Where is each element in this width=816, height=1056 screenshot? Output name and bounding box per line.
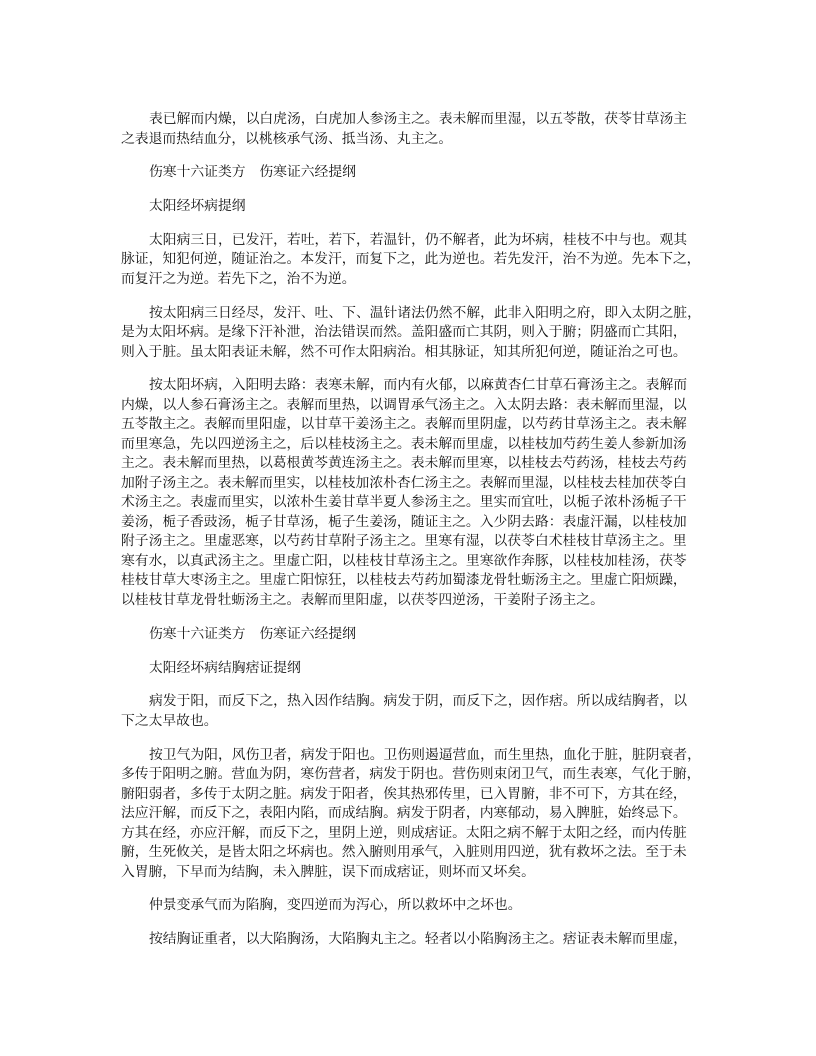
text-line: 寒有水，以真武汤主之。里虚亡阳，以桂枝甘草汤主之。里寒欲作奔豚，以桂枝加桂汤，茯苓 bbox=[121, 552, 687, 569]
text-line: 腑阳弱者，多传于太阴之脏。病发于阳者，俟其热邪传里，已入胃腑，非不可下，方其在经， bbox=[121, 785, 687, 802]
text-line: 而里寒急，先以四逆汤主之，后以桂枝汤主之。表未解而里虚，以桂枝加芍药生姜人参新加汤 bbox=[121, 435, 687, 452]
text-line: 伤寒十六证类方 伤寒证六经提纲 bbox=[149, 625, 356, 642]
text-line: 法应汗解，而反下之，表阳内陷，而成结胸。病发于阴者，内寒郁动，易入脾脏，始终忌下。 bbox=[121, 805, 687, 822]
text-line: 方其在经，亦应汗解，而反下之，里阴上逆，则成痞证。太阳之病不解于太阳之经，而内传脏 bbox=[121, 824, 687, 841]
text-line: 伤寒十六证类方 伤寒证六经提纲 bbox=[149, 164, 356, 181]
text-line: 下之太早故也。 bbox=[121, 712, 218, 729]
text-line: 术汤主之。表虚而里实，以浓朴生姜甘草半夏人参汤主之。里实而宜吐，以栀子浓朴汤栀子干 bbox=[121, 494, 687, 511]
text-line: 加附子汤主之。表未解而里实，以桂枝加浓朴杏仁汤主之。表解而里湿，以桂枝去桂加茯苓白 bbox=[121, 474, 687, 491]
paragraph bbox=[121, 746, 711, 883]
paragraph bbox=[121, 376, 711, 610]
text-line: 是为太阳坏病。是缘下汗补泄，治法错误而然。盖阳盛而亡其阴，则入于腑；阴盛而亡其阳， bbox=[121, 324, 687, 341]
paragraph bbox=[121, 231, 711, 290]
paragraph bbox=[121, 110, 711, 149]
text-line: 病发于阳，而反下之，热入因作结胸。病发于阴，而反下之，因作痞。所以成结胸者，以 bbox=[149, 693, 688, 710]
text-line: 按卫气为阳，风伤卫者，病发于阳也。卫伤则遏逼营血，而生里热，血化于脏，脏阴衰者， bbox=[149, 746, 701, 763]
text-line: 按太阳坏病，入阳明去路：表寒未解，而内有火郁，以麻黄杏仁甘草石膏汤主之。表解而 bbox=[149, 377, 688, 394]
section-heading bbox=[121, 625, 711, 645]
text-line: 太阳病三日，已发汗，若吐，若下，若温针，仍不解者，此为坏病，桂枝不中与也。观其 bbox=[149, 231, 688, 248]
text-line: 内燥，以人参石膏汤主之。表解而里热，以调胃承气汤主之。入太阴去路：表未解而里湿，以 bbox=[121, 396, 687, 413]
text-line: 按太阳病三日经尽，发汗、吐、下、温针诸法仍然不解，此非入阳明之府，即入太阴之脏， bbox=[149, 304, 701, 321]
text-line: 入胃腑，下早而为结胸，未入脾脏，误下而成痞证，则坏而又坏矣。 bbox=[121, 863, 535, 880]
text-line: 五苓散主之。表解而里阳虚，以甘草干姜汤主之。表解而里阴虚，以芍药甘草汤主之。表未解 bbox=[121, 416, 687, 433]
paragraph bbox=[121, 930, 711, 950]
document-page bbox=[121, 110, 711, 964]
text-line: 仲景变承气而为陷胸，变四逆而为泻心，所以救坏中之坏也。 bbox=[149, 897, 522, 914]
text-line: 主之。表未解而里热，以葛根黄芩黄连汤主之。表未解而里寒，以桂枝去芍药汤，桂枝去芍药 bbox=[121, 455, 687, 472]
text-line: 表已解而内燥，以白虎汤，白虎加人参汤主之。表未解而里湿，以五苓散，茯苓甘草汤主 bbox=[149, 111, 688, 127]
text-line: 附子汤主之。里虚恶寒，以芍药甘草附子汤主之。里寒有湿，以茯苓白术桂枝甘草汤主之。里 bbox=[121, 533, 687, 550]
paragraph bbox=[121, 896, 711, 916]
section-heading bbox=[121, 197, 711, 217]
text-line: 姜汤，栀子香豉汤，栀子甘草汤，栀子生姜汤，随证主之。入少阴去路：表虚汗漏，以桂枝加 bbox=[121, 513, 687, 530]
paragraph bbox=[121, 304, 711, 363]
text-line: 太阳经坏病结胸痞证提纲 bbox=[149, 659, 301, 676]
paragraph bbox=[121, 692, 711, 731]
section-heading bbox=[121, 163, 711, 183]
text-line: 桂枝甘草大枣汤主之。里虚亡阳惊狂，以桂枝去芍药加蜀漆龙骨牡蛎汤主之。里虚亡阳烦躁， bbox=[121, 572, 687, 589]
section-heading bbox=[121, 659, 711, 679]
text-line: 脉证，知犯何逆，随证治之。本发汗，而复下之，此为逆也。若先发汗，治不为逆。先本下之， bbox=[121, 251, 701, 268]
text-line: 按结胸证重者，以大陷胸汤，大陷胸丸主之。轻者以小陷胸汤主之。痞证表未解而里虚， bbox=[149, 931, 688, 948]
text-line: 则入于脏。虽太阳表证未解，然不可作太阳病治。相其脉证，知其所犯何逆，随证治之可也。 bbox=[121, 343, 687, 360]
text-line: 多传于阳明之腑。营血为阴，寒伤营者，病发于阴也。营伤则束闭卫气，而生表寒，气化于腑， bbox=[121, 766, 701, 783]
text-line: 太阳经坏病提纲 bbox=[149, 198, 246, 215]
text-line: 之表退而热结血分，以桃核承气汤、抵当汤、丸主之。 bbox=[121, 130, 453, 147]
text-line: 以桂枝甘草龙骨牡蛎汤主之。表解而里阳虚，以茯苓四逆汤，干姜附子汤主之。 bbox=[121, 591, 604, 608]
text-line: 而复汗之为逆。若先下之，治不为逆。 bbox=[121, 270, 356, 287]
text-line: 腑，生死攸关，是皆太阳之坏病也。然入腑则用承气，入脏则用四逆，犹有救坏之法。至于未 bbox=[121, 844, 687, 861]
